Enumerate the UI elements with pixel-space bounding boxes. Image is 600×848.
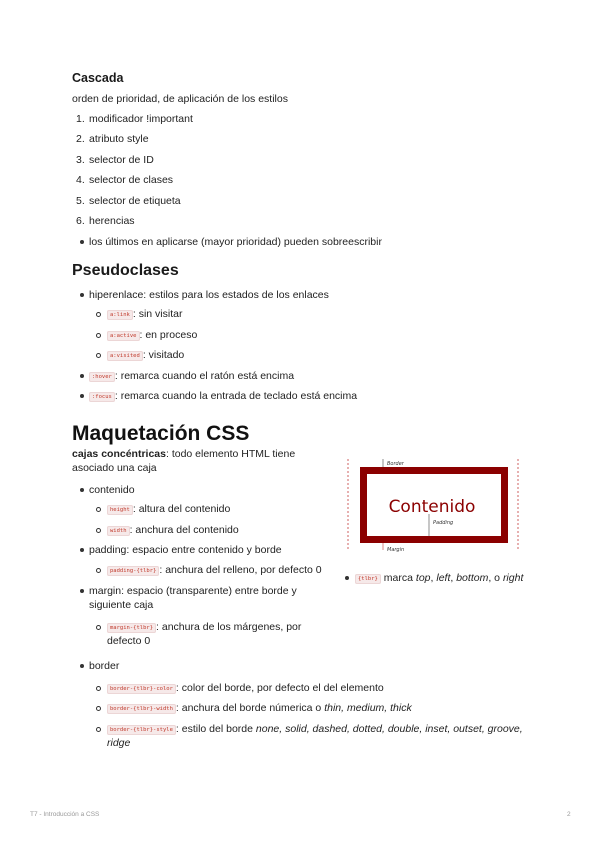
bullet-dot: [80, 394, 84, 398]
list-number: 1.: [76, 113, 85, 125]
section-title-pseudoclases: Pseudoclases: [72, 262, 179, 279]
bullet-circle: [96, 333, 101, 338]
bullet-circle: [96, 312, 101, 317]
list-number: 4.: [76, 174, 85, 186]
code-snippet: margin-{tlbr}: [107, 623, 156, 633]
code-snippet: height: [107, 505, 133, 515]
bullet-dot: [345, 576, 349, 580]
padding-label: Padding: [433, 520, 454, 526]
tlbr-item: {tlbr} marca top, left, bottom, o right: [355, 571, 523, 586]
list-item: atributo style: [89, 133, 149, 145]
bullet-circle: [96, 686, 101, 691]
bullet-circle: [96, 625, 101, 630]
code-snippet: border-{tlbr}-color: [107, 684, 176, 694]
section-title-cascada: Cascada: [72, 71, 124, 85]
bullet-dot: [80, 488, 84, 492]
bullet-dot: [80, 548, 84, 552]
margin-item-line-1: margin: espacio (transparente) entre borde y: [89, 585, 297, 597]
border-item: border: [89, 660, 120, 672]
border-width-item: border-{tlbr}-width : anchura del borde númerica o thin, medium, thick: [107, 701, 412, 716]
cajas-bold: cajas concéntricas: [72, 448, 166, 460]
list-number: 2.: [76, 133, 85, 145]
margin-code-item-line-2: defecto 0: [107, 635, 151, 647]
width-item: width : anchura del contenido: [107, 523, 239, 538]
code-snippet: a:link: [107, 310, 133, 320]
border-style-item-line-2: ridge: [107, 737, 131, 749]
code-snippet: width: [107, 526, 130, 536]
pseudo-link-item: a:link : sin visitar: [107, 307, 182, 322]
bullet-circle: [96, 727, 101, 732]
height-item: height : altura del contenido: [107, 502, 230, 517]
code-snippet: padding-{tlbr}: [107, 566, 159, 576]
border-label: Border: [387, 461, 404, 467]
bullet-circle: [96, 706, 101, 711]
list-number: 6.: [76, 215, 85, 227]
box-model-diagram: [345, 457, 521, 553]
padding-code-item: padding-{tlbr} : anchura del relleno, por defecto 0: [107, 563, 322, 578]
pseudo-active-item: a:active : en proceso: [107, 328, 197, 343]
cajas-line-1: cajas concéntricas: todo elemento HTML tiene: [72, 448, 296, 460]
bullet-dot: [80, 589, 84, 593]
list-number: 5.: [76, 195, 85, 207]
margin-item-line-2: siguiente caja: [89, 599, 154, 611]
code-snippet: a:active: [107, 331, 140, 341]
code-snippet: {tlbr}: [355, 574, 381, 584]
bullet-dot: [80, 240, 84, 244]
code-snippet: a:visited: [107, 351, 143, 361]
cascada-bullet: los últimos en aplicarse (mayor prioridad) pueden sobreescribir: [89, 236, 382, 248]
pseudo-hyperlink: hiperenlace: estilos para los estados de los enlaces: [89, 289, 329, 301]
code-snippet: :hover: [89, 372, 115, 382]
bullet-circle: [96, 528, 101, 533]
bullet-circle: [96, 507, 101, 512]
margin-code-item: margin-{tlbr} : anchura de los márgenes, por: [107, 620, 301, 635]
bullet-dot: [80, 293, 84, 297]
list-item: herencias: [89, 215, 135, 227]
bullet-dot: [80, 374, 84, 378]
contenido-item: contenido: [89, 484, 135, 496]
border-style-item: border-{tlbr}-style : estilo del borde none, solid, dashed, dotted, double, inset, outset, groove,: [107, 722, 523, 737]
list-item: selector de clases: [89, 174, 174, 186]
code-snippet: :focus: [89, 392, 115, 402]
footer-title: T7 - Introducción a CSS: [30, 811, 100, 818]
bullet-circle: [96, 353, 101, 358]
page-number: 2: [567, 811, 571, 818]
pseudo-focus-item: :focus : remarca cuando la entrada de teclado está encima: [89, 389, 357, 404]
cascada-intro: orden de prioridad, de aplicación de los estilos: [72, 93, 288, 105]
list-item: selector de ID: [89, 154, 154, 166]
code-snippet: border-{tlbr}-width: [107, 704, 176, 714]
list-number: 3.: [76, 154, 85, 166]
code-snippet: border-{tlbr}-style: [107, 725, 176, 735]
bullet-circle: [96, 568, 101, 573]
padding-item: padding: espacio entre contenido y borde: [89, 544, 282, 556]
margin-label: Margin: [387, 547, 405, 553]
cajas-line-2: asociado una caja: [72, 462, 157, 474]
content-label: Contenido: [388, 497, 476, 517]
bullet-dot: [80, 664, 84, 668]
pseudo-hover-item: :hover : remarca cuando el ratón está encima: [89, 369, 294, 384]
list-item: selector de etiqueta: [89, 195, 181, 207]
border-color-item: border-{tlbr}-color : color del borde, por defecto el del elemento: [107, 681, 384, 696]
list-item: modificador !important: [89, 113, 193, 125]
pseudo-visited-item: a:visited : visitado: [107, 348, 184, 363]
section-title-maquetacion: Maquetación CSS: [72, 422, 250, 445]
